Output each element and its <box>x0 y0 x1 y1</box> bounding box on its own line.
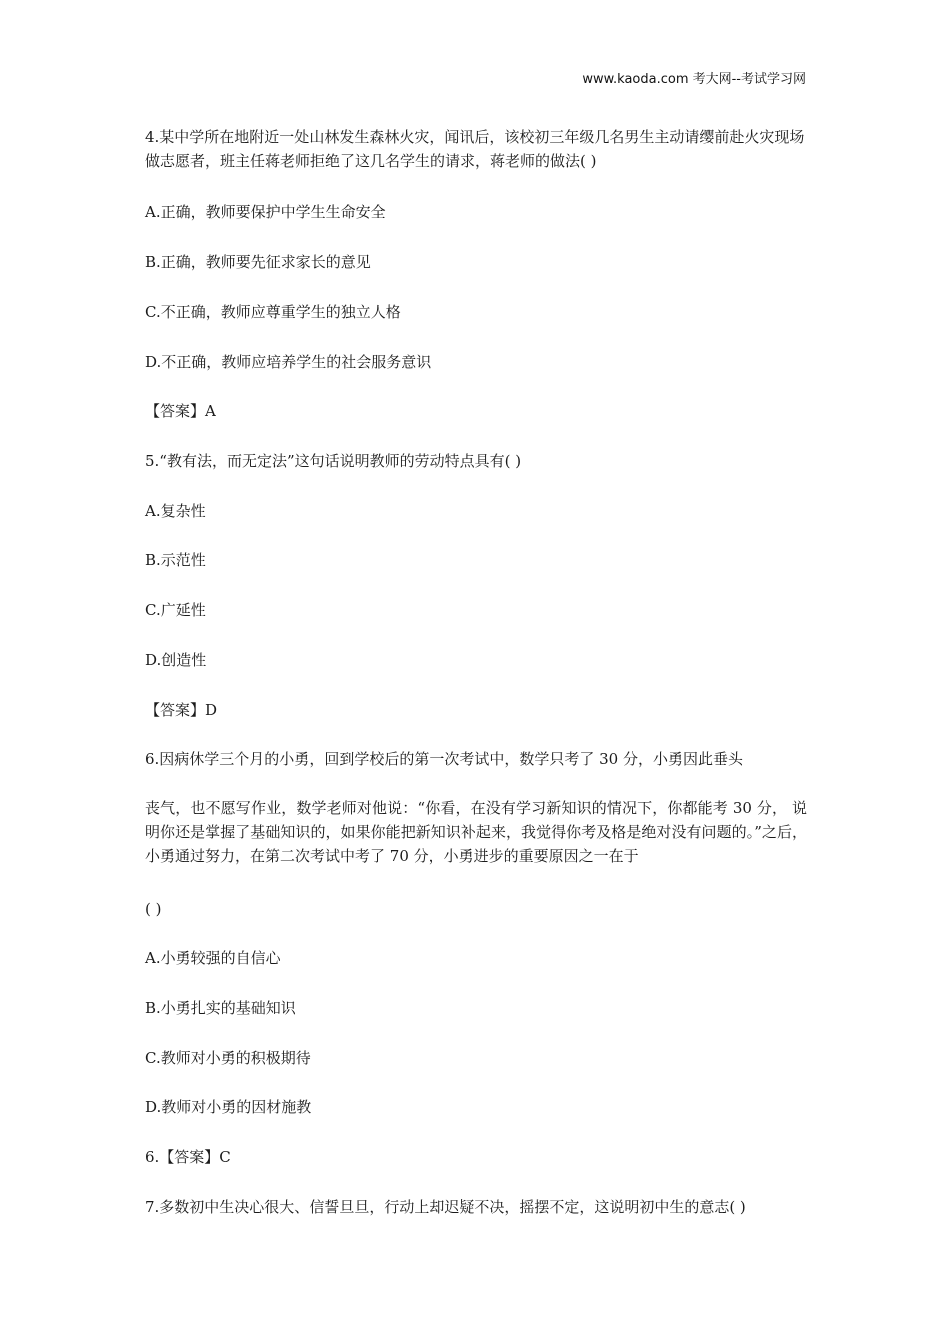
question-6-option-b: B.小勇扎实的基础知识 <box>145 999 296 1017</box>
question-5-option-c: C.广延性 <box>145 601 206 619</box>
question-4-stem: 4.某中学所在地附近一处山林发生森林火灾，闻讯后，该校初三年级几名男生主动请缨前赴火灾现场做志愿者，班主任蒋老师拒绝了这几名学生的请求，蒋老师的做法( ) <box>145 128 805 170</box>
question-5-answer: 【答案】D <box>145 701 218 719</box>
question-5-option-b: B.示范性 <box>145 551 206 569</box>
question-6-option-d: D.教师对小勇的因材施教 <box>145 1098 312 1116</box>
question-7-stem: 7.多数初中生决心很大、信誓旦旦，行动上却迟疑不决，摇摆不定，这说明初中生的意志( ) <box>145 1198 746 1216</box>
site-header: www.kaoda.com 考大网--考试学习网 <box>582 72 806 87</box>
question-6-option-c: C.教师对小勇的积极期待 <box>145 1049 311 1067</box>
question-4-option-c: C.不正确，教师应尊重学生的独立人格 <box>145 303 401 321</box>
question-6-stem-tail: ( ) <box>145 900 162 918</box>
question-4-option-a: A.正确，教师要保护中学生生命安全 <box>145 203 386 221</box>
question-6-answer: 6.【答案】C <box>145 1148 231 1166</box>
question-5-option-d: D.创造性 <box>145 651 207 669</box>
question-4-option-d: D.不正确，教师应培养学生的社会服务意识 <box>145 353 432 371</box>
question-6-stem-para: 丧气，也不愿写作业，数学老师对他说：“你看，在没有学习新知识的情况下，你都能考 30 分， 说明你还是掌握了基础知识的，如果你能把新知识补起来，我觉得你考及格是绝对没有问题的。”之后，小勇通过努力，在第二次考试中考了 70 分，小勇进步的重要原因之一在于 <box>145 799 807 865</box>
question-5-option-a: A.复杂性 <box>145 502 206 520</box>
question-6-stem-line1: 6.因病休学三个月的小勇，回到学校后的第一次考试中，数学只考了 30 分，小勇因此垂头 <box>145 750 743 768</box>
question-6-option-a: A.小勇较强的自信心 <box>145 949 281 967</box>
question-4-answer: 【答案】A <box>145 402 216 420</box>
question-5-stem: 5.“教有法，而无定法”这句话说明教师的劳动特点具有( ) <box>145 452 522 470</box>
question-4-option-b: B.正确，教师要先征求家长的意见 <box>145 253 371 271</box>
